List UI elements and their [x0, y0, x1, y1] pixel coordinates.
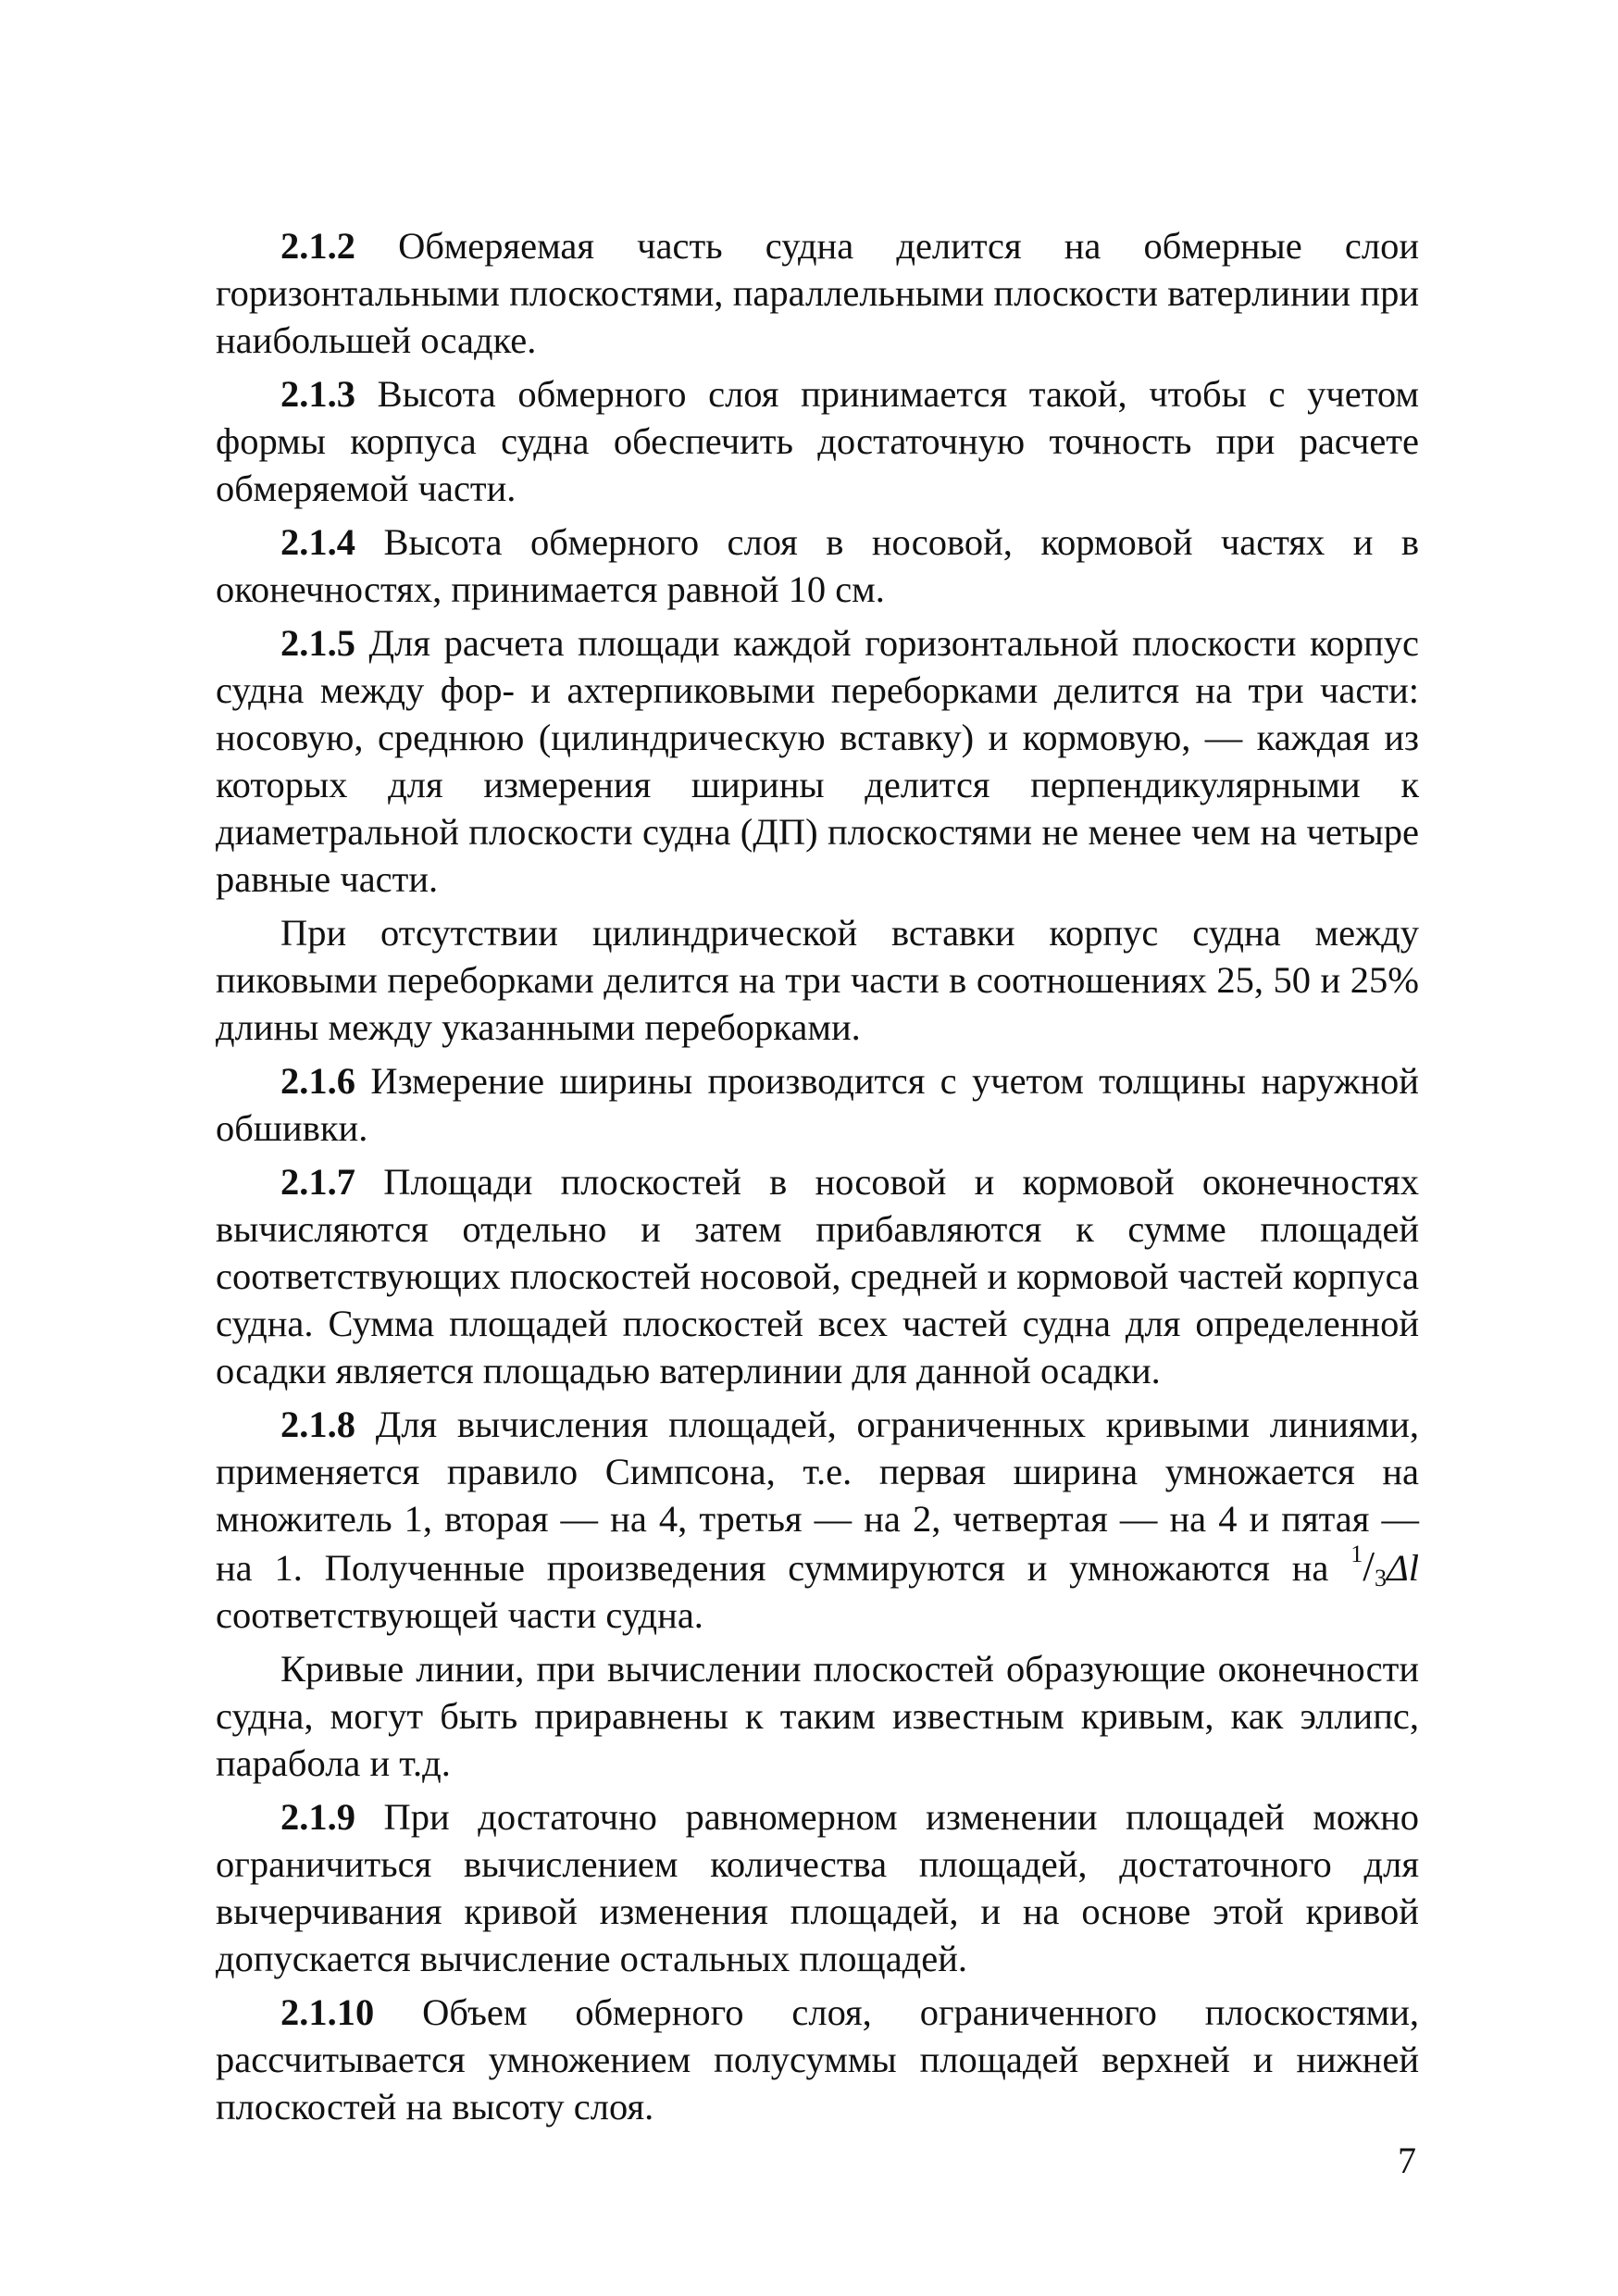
clause-text: Обмеряемая часть судна делится на обмерные слои горизонтальными плоскостями, параллельными плоскости ватерлинии при наибольшей осадке.	[216, 225, 1419, 361]
fraction-slash: /	[1363, 1542, 1375, 1590]
clause-text-tail: соответствующей части судна.	[216, 1594, 703, 1636]
delta-l-variable: Δl	[1386, 1547, 1419, 1589]
paragraph-2-1-4	[216, 518, 1419, 613]
paragraph-no-cylindrical-insert	[216, 909, 1419, 1051]
clause-number: 2.1.10	[280, 1991, 375, 2033]
clause-number: 2.1.7	[280, 1161, 355, 1203]
clause-text: Площади плоскостей в носовой и кормовой оконечностях вычисляются отдельно и затем прибавляются к сумме площадей соответствующих плоскостей носовой, средней и кормовой частей корпуса судна. Сумма площадей плоскостей всех частей судна для определенной осадки является площадью ватерлинии для данной осадки.	[216, 1161, 1419, 1391]
page-number: 7	[1398, 2140, 1416, 2181]
paragraph-curves	[216, 1645, 1419, 1787]
paragraph-text: Кривые линии, при вычислении плоскостей образующие оконечности судна, могут быть приравнены к таким известным кривым, как эллипс, парабола и т.д.	[216, 1648, 1419, 1784]
clause-number: 2.1.3	[280, 373, 355, 415]
clause-text: Высота обмерного слоя принимается такой, чтобы с учетом формы корпуса судна обеспечить достаточную точность при расчете обмеряемой части.	[216, 373, 1419, 509]
fraction-one-third	[1350, 1541, 1387, 1591]
clause-text: Объем обмерного слоя, ограниченного плоскостями, рассчитывается умножением полусуммы площадей верхней и нижней плоскостей на высоту слоя.	[216, 1991, 1419, 2128]
paragraph-text: При отсутствии цилиндрической вставки корпус судна между пиковыми переборками делится на три части в соотношениях 25, 50 и 25% длины между указанными переборками.	[216, 912, 1419, 1048]
clause-number: 2.1.4	[280, 521, 355, 563]
paragraph-2-1-8	[216, 1401, 1419, 1639]
clause-text: Для расчета площади каждой горизонтальной плоскости корпус судна между фор- и ахтерпиковыми переборками делится на три части: носовую, среднюю (цилиндрическую вставку) и кормовую, — каждая из которых для измерения ширины делится перпендикулярными к диаметральной плоскости судна (ДП) плоскостями не менее чем на четыре равные части.	[216, 622, 1419, 900]
paragraph-2-1-5	[216, 619, 1419, 903]
paragraph-2-1-6	[216, 1057, 1419, 1152]
paragraph-2-1-9	[216, 1793, 1419, 1982]
clause-number: 2.1.6	[280, 1060, 355, 1102]
paragraph-2-1-3	[216, 370, 1419, 512]
clause-number: 2.1.8	[280, 1404, 355, 1445]
clause-text: Для вычисления площадей, ограниченных кривыми линиями, применяется правило Симпсона, т.е. первая ширина умножается на множитель 1, вторая — на 4, третья — на 2, четвертая — на 4 и пятая — на 1. Полученные произведения суммируются и умножаются на	[216, 1404, 1419, 1589]
clause-text: Высота обмерного слоя в носовой, кормовой частях и в оконечностях, принимается равной 10 см.	[216, 521, 1419, 610]
clause-number: 2.1.5	[280, 622, 355, 664]
fraction-denominator: 3	[1374, 1565, 1387, 1591]
clause-number: 2.1.2	[280, 225, 355, 267]
paragraph-2-1-7	[216, 1158, 1419, 1394]
document-body	[216, 222, 1419, 2137]
clause-number: 2.1.9	[280, 1796, 355, 1838]
paragraph-2-1-2	[216, 222, 1419, 364]
paragraph-2-1-10	[216, 1989, 1419, 2130]
fraction-numerator: 1	[1350, 1541, 1363, 1567]
clause-text: При достаточно равномерном изменении площадей можно ограничиться вычислением количества площадей, достаточного для вычерчивания кривой изменения площадей, и на основе этой кривой допускается вычисление остальных площадей.	[216, 1796, 1419, 1979]
clause-text: Измерение ширины производится с учетом толщины наружной обшивки.	[216, 1060, 1419, 1149]
